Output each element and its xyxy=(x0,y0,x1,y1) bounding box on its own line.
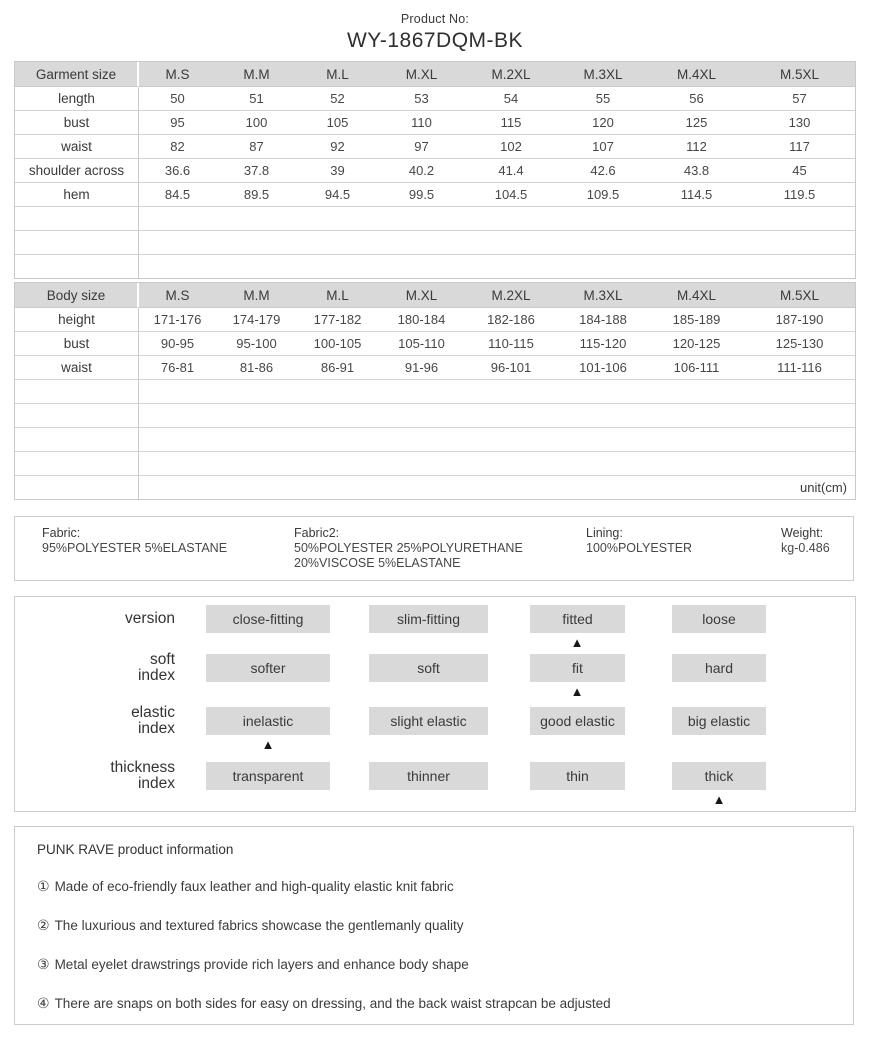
circled-number-icon: ② xyxy=(37,917,50,933)
column-header: M.4XL xyxy=(649,62,744,87)
fabric-value: 95%POLYESTER 5%ELASTANE xyxy=(42,541,228,555)
feature-row-label: elastic index xyxy=(131,704,175,737)
cell-value: 36.6 xyxy=(139,159,216,183)
feature-row-label: version xyxy=(125,610,175,627)
cell-value: 95-100 xyxy=(216,332,297,356)
cell-value: 119.5 xyxy=(744,183,855,207)
cell-value: 171-176 xyxy=(139,308,216,332)
cell-value: 57 xyxy=(744,87,855,111)
column-header: M.3XL xyxy=(557,283,649,308)
empty-row xyxy=(15,404,855,428)
cell-value: 91-96 xyxy=(378,356,465,380)
cell-value: 56 xyxy=(649,87,744,111)
empty-row xyxy=(15,207,855,231)
column-header: M.M xyxy=(216,283,297,308)
selected-marker-icon: ▲ xyxy=(712,792,726,807)
column-header: M.S xyxy=(139,283,216,308)
cell-value: 42.6 xyxy=(557,159,649,183)
row-label: hem xyxy=(15,183,139,207)
table-row xyxy=(15,135,855,159)
option-box: inelastic xyxy=(206,707,330,735)
feature-row-thickness-index xyxy=(15,759,855,808)
circled-number-icon: ④ xyxy=(37,995,50,1011)
table-row xyxy=(15,356,855,380)
cell-value: 100-105 xyxy=(297,332,378,356)
weight-column xyxy=(781,526,841,571)
column-header: M.5XL xyxy=(744,62,855,87)
column-header: M.3XL xyxy=(557,62,649,87)
row-label: height xyxy=(15,308,139,332)
cell-value: 110-115 xyxy=(465,332,557,356)
option-box: transparent xyxy=(206,762,330,790)
product-no-value: WY-1867DQM-BK xyxy=(346,29,524,52)
cell-value: 82 xyxy=(139,135,216,159)
lining-column xyxy=(586,526,781,571)
info-item xyxy=(37,995,831,1012)
cell-value: 84.5 xyxy=(139,183,216,207)
cell-value: 115-120 xyxy=(557,332,649,356)
feature-row-label: soft index xyxy=(137,651,175,684)
product-no-label: Product No: xyxy=(400,12,470,26)
cell-value: 107 xyxy=(557,135,649,159)
column-header: M.XL xyxy=(378,283,465,308)
cell-value: 130 xyxy=(744,111,855,135)
garment-header-row xyxy=(15,62,855,87)
cell-value: 104.5 xyxy=(465,183,557,207)
cell-value: 96-101 xyxy=(465,356,557,380)
lining-label: Lining: xyxy=(586,526,623,540)
cell-value: 174-179 xyxy=(216,308,297,332)
cell-value: 114.5 xyxy=(649,183,744,207)
row-label: bust xyxy=(15,332,139,356)
selected-marker-icon: ▲ xyxy=(261,737,275,752)
cell-value: 89.5 xyxy=(216,183,297,207)
empty-row xyxy=(15,452,855,476)
info-item-text: Metal eyelet drawstrings provide rich layers and enhance body shape xyxy=(54,957,469,972)
table-row xyxy=(15,87,855,111)
column-header: M.2XL xyxy=(465,62,557,87)
fabric-column xyxy=(42,526,294,571)
empty-row xyxy=(15,380,855,404)
selected-marker-icon: ▲ xyxy=(570,635,584,650)
cell-value: 37.8 xyxy=(216,159,297,183)
info-item-text: Made of eco-friendly faux leather and high-quality elastic knit fabric xyxy=(54,879,454,894)
column-header: M.2XL xyxy=(465,283,557,308)
cell-value: 97 xyxy=(378,135,465,159)
unit-row xyxy=(15,476,855,499)
row-label: waist xyxy=(15,356,139,380)
option-box: slight elastic xyxy=(369,707,488,735)
cell-value: 105-110 xyxy=(378,332,465,356)
empty-row xyxy=(15,255,855,278)
option-box: close-fitting xyxy=(206,605,330,633)
option-box: soft xyxy=(369,654,488,682)
cell-value: 53 xyxy=(378,87,465,111)
row-label: shoulder across xyxy=(15,159,139,183)
cell-value: 125-130 xyxy=(744,332,855,356)
cell-value: 185-189 xyxy=(649,308,744,332)
body-header-row xyxy=(15,283,855,308)
cell-value: 52 xyxy=(297,87,378,111)
column-header: M.XL xyxy=(378,62,465,87)
cell-value: 87 xyxy=(216,135,297,159)
cell-value: 120 xyxy=(557,111,649,135)
cell-value: 99.5 xyxy=(378,183,465,207)
cell-value: 187-190 xyxy=(744,308,855,332)
option-box: slim-fitting xyxy=(369,605,488,633)
option-box: hard xyxy=(672,654,766,682)
cell-value: 125 xyxy=(649,111,744,135)
table-row xyxy=(15,183,855,207)
info-item xyxy=(37,917,831,934)
circled-number-icon: ① xyxy=(37,878,50,894)
cell-value: 50 xyxy=(139,87,216,111)
cell-value: 81-86 xyxy=(216,356,297,380)
fabric2-value: 50%POLYESTER 25%POLYURETHANE xyxy=(294,541,523,555)
cell-value: 110 xyxy=(378,111,465,135)
product-info-box xyxy=(14,826,854,1025)
weight-label: Weight: xyxy=(781,526,824,540)
row-label: waist xyxy=(15,135,139,159)
cell-value: 184-188 xyxy=(557,308,649,332)
cell-value: 43.8 xyxy=(649,159,744,183)
fabric-info-box xyxy=(14,516,854,581)
cell-value: 95 xyxy=(139,111,216,135)
column-header: M.L xyxy=(297,283,378,308)
option-box: fit xyxy=(530,654,625,682)
circled-number-icon: ③ xyxy=(37,956,50,972)
cell-value: 117 xyxy=(744,135,855,159)
unit-note: unit(cm) xyxy=(800,480,847,495)
feature-row-label: thickness index xyxy=(110,759,175,792)
option-box: thin xyxy=(530,762,625,790)
table-row xyxy=(15,332,855,356)
garment-size-table xyxy=(14,61,856,279)
fabric2-label: Fabric2: xyxy=(294,526,340,540)
body-size-table xyxy=(14,282,856,500)
row-label: bust xyxy=(15,111,139,135)
column-header: Body size xyxy=(15,283,139,308)
info-title: PUNK RAVE product information xyxy=(37,842,234,857)
cell-value: 39 xyxy=(297,159,378,183)
option-box: good elastic xyxy=(530,707,625,735)
cell-value: 41.4 xyxy=(465,159,557,183)
option-box: thinner xyxy=(369,762,488,790)
weight-value: kg-0.486 xyxy=(781,541,830,555)
fabric2-column xyxy=(294,526,586,571)
fabric-label: Fabric: xyxy=(42,526,81,540)
cell-value: 177-182 xyxy=(297,308,378,332)
cell-value: 105 xyxy=(297,111,378,135)
column-header: M.5XL xyxy=(744,283,855,308)
option-box: big elastic xyxy=(672,707,766,735)
info-item-text: There are snaps on both sides for easy on dressing, and the back waist strapcan be adjusted xyxy=(54,996,611,1011)
cell-value: 94.5 xyxy=(297,183,378,207)
column-header: M.4XL xyxy=(649,283,744,308)
title-block xyxy=(14,0,856,53)
cell-value: 54 xyxy=(465,87,557,111)
feature-row-elastic-index xyxy=(15,704,855,753)
feature-row-version xyxy=(15,605,855,651)
feature-chart xyxy=(14,596,856,812)
column-header: M.L xyxy=(297,62,378,87)
info-item-text: The luxurious and textured fabrics showcase the gentlemanly quality xyxy=(54,918,464,933)
selected-marker-icon: ▲ xyxy=(570,684,584,699)
cell-value: 55 xyxy=(557,87,649,111)
cell-value: 182-186 xyxy=(465,308,557,332)
cell-value: 45 xyxy=(744,159,855,183)
cell-value: 120-125 xyxy=(649,332,744,356)
cell-value: 102 xyxy=(465,135,557,159)
info-item xyxy=(37,878,831,895)
empty-row xyxy=(15,428,855,452)
cell-value: 100 xyxy=(216,111,297,135)
fabric2-value-line2: 20%VISCOSE 5%ELASTANE xyxy=(294,556,461,570)
cell-value: 92 xyxy=(297,135,378,159)
cell-value: 40.2 xyxy=(378,159,465,183)
cell-value: 180-184 xyxy=(378,308,465,332)
cell-value: 112 xyxy=(649,135,744,159)
lining-value: 100%POLYESTER xyxy=(586,541,693,555)
cell-value: 86-91 xyxy=(297,356,378,380)
table-row xyxy=(15,111,855,135)
option-box: fitted xyxy=(530,605,625,633)
cell-value: 76-81 xyxy=(139,356,216,380)
option-box: loose xyxy=(672,605,766,633)
info-item xyxy=(37,956,831,973)
option-box: thick xyxy=(672,762,766,790)
feature-row-soft-index xyxy=(15,651,855,700)
cell-value: 101-106 xyxy=(557,356,649,380)
option-box: softer xyxy=(206,654,330,682)
cell-value: 109.5 xyxy=(557,183,649,207)
table-row xyxy=(15,159,855,183)
cell-value: 51 xyxy=(216,87,297,111)
column-header: Garment size xyxy=(15,62,139,87)
row-label: length xyxy=(15,87,139,111)
cell-value: 115 xyxy=(465,111,557,135)
cell-value: 111-116 xyxy=(744,356,855,380)
column-header: M.M xyxy=(216,62,297,87)
column-header: M.S xyxy=(139,62,216,87)
cell-value: 90-95 xyxy=(139,332,216,356)
empty-row xyxy=(15,231,855,255)
cell-value: 106-111 xyxy=(649,356,744,380)
table-row xyxy=(15,308,855,332)
